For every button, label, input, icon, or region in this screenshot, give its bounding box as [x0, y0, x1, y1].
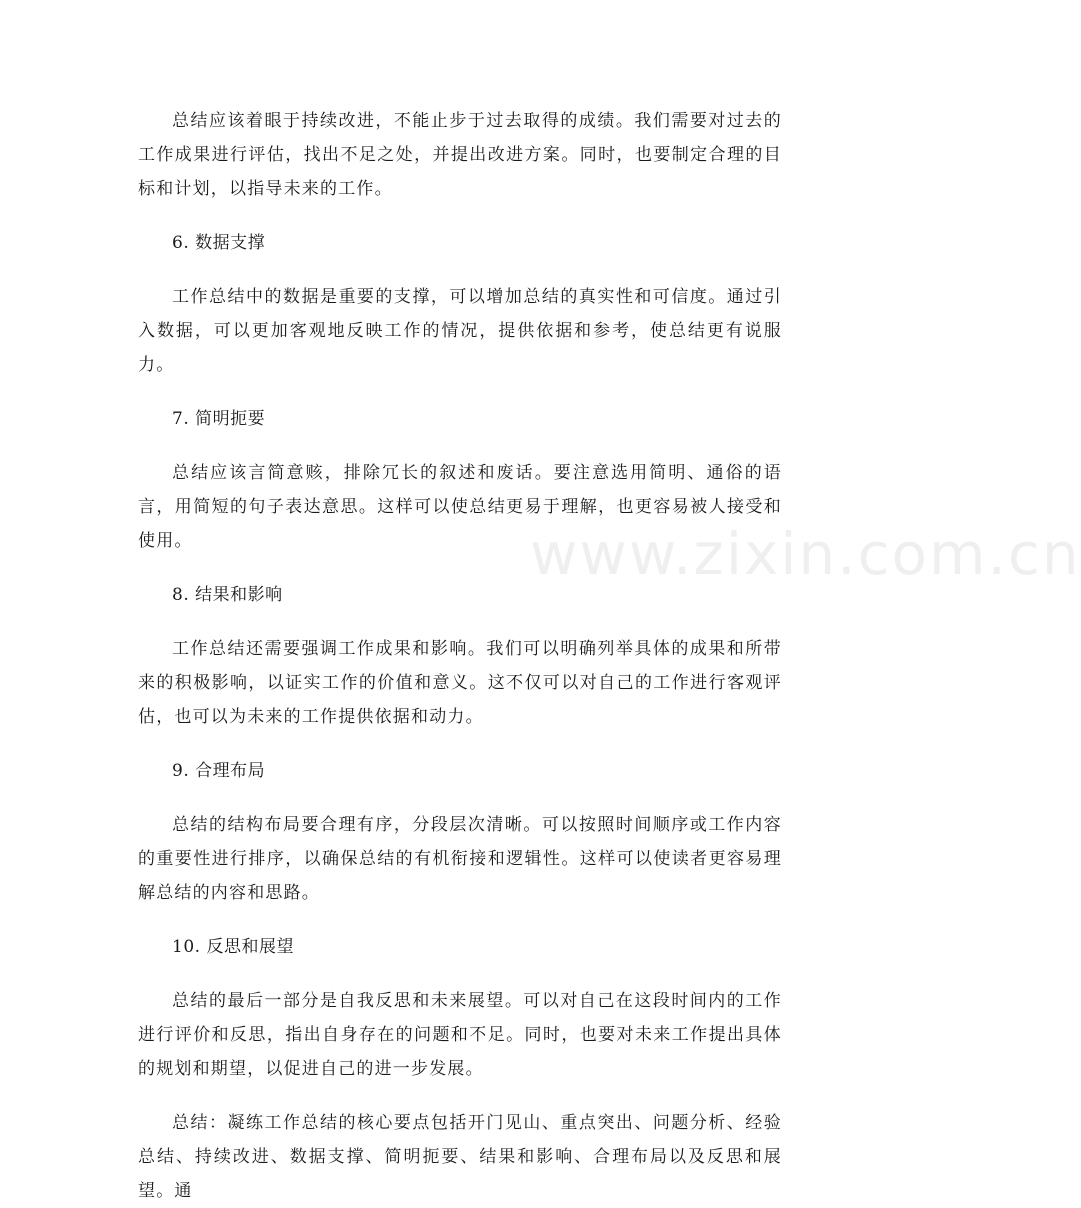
paragraph-continuous-improvement: 总结应该着眼于持续改进，不能止步于过去取得的成绩。我们需要对过去的工作成果进行评估，找出不足之处，并提出改进方案。同时，也要制定合理的目标和计划，以指导未来的工作。	[138, 111, 782, 199]
paragraph-data-support: 工作总结中的数据是重要的支撑，可以增加总结的真实性和可信度。通过引入数据，可以更加客观地反映工作的情况，提供依据和参考，使总结更有说服力。	[138, 287, 782, 375]
heading-concise: 7. 简明扼要	[172, 409, 266, 429]
heading-reflection: 10. 反思和展望	[172, 937, 294, 957]
paragraph-summary: 总结：凝练工作总结的核心要点包括开门见山、重点突出、问题分析、经验总结、持续改进、数据支撑、简明扼要、结果和影响、合理布局以及反思和展望。通	[138, 1113, 782, 1201]
heading-data-support: 6. 数据支撑	[172, 233, 266, 253]
watermark: www.zixin.com.cn	[530, 520, 1081, 588]
paragraph-layout: 总结的结构布局要合理有序，分段层次清晰。可以按照时间顺序或工作内容的重要性进行排序，以确保总结的有机衔接和逻辑性。这样可以使读者更容易理解总结的内容和思路。	[138, 815, 782, 903]
paragraph-concise: 总结应该言简意赅，排除冗长的叙述和废话。要注意选用简明、通俗的语言，用简短的句子表达意思。这样可以使总结更易于理解，也更容易被人接受和使用。	[138, 463, 782, 551]
document-body	[138, 104, 782, 1208]
paragraph-reflection: 总结的最后一部分是自我反思和未来展望。可以对自己在这段时间内的工作进行评价和反思，指出自身存在的问题和不足。同时，也要对未来工作提出具体的规划和期望，以促进自己的进一步发展。	[138, 991, 782, 1079]
heading-layout: 9. 合理布局	[172, 761, 266, 781]
paragraph-results-impact: 工作总结还需要强调工作成果和影响。我们可以明确列举具体的成果和所带来的积极影响，以证实工作的价值和意义。这不仅可以对自己的工作进行客观评估，也可以为未来的工作提供依据和动力。	[138, 639, 782, 727]
heading-results-impact: 8. 结果和影响	[172, 585, 283, 605]
